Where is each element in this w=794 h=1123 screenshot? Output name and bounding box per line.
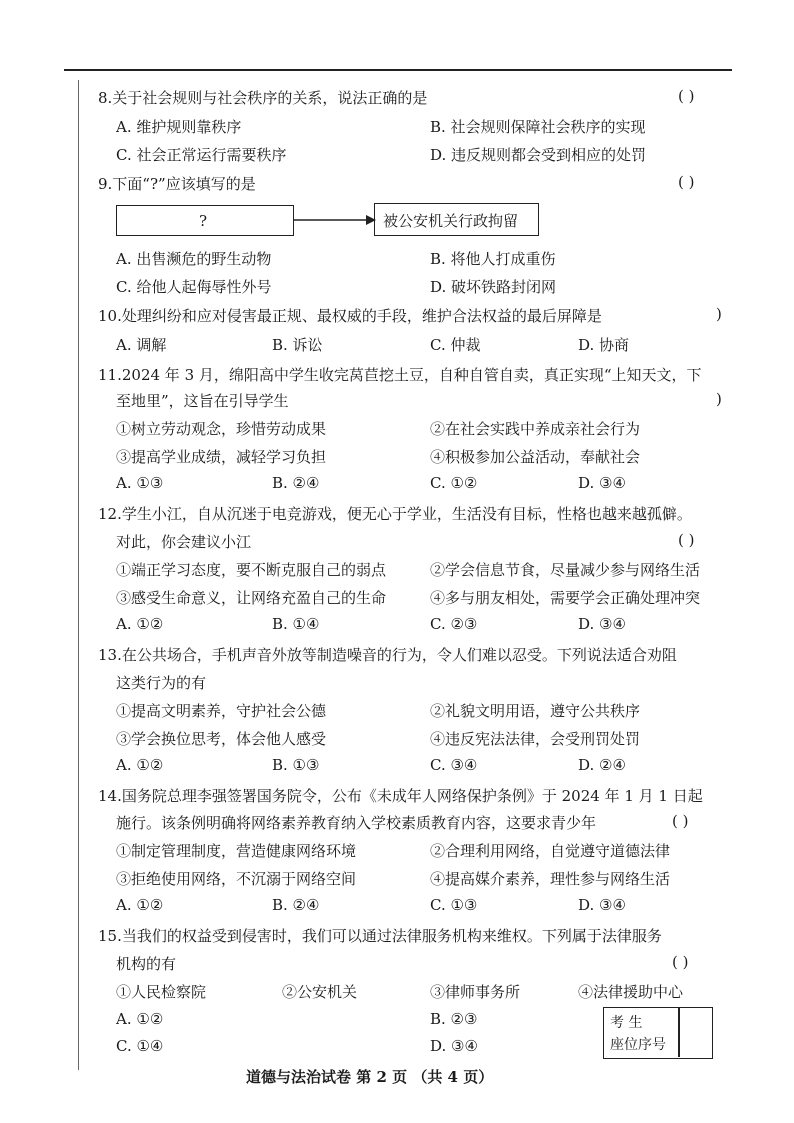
seat-box-label-line1: 考 生 <box>610 1015 643 1031</box>
q9-option-d: D. 破坏铁路封闭网 <box>430 278 557 296</box>
q9-answer-paren: ( ) <box>678 173 695 191</box>
q13-option-d: D. ②④ <box>578 756 626 774</box>
q14-item-2: ②合理利用网络，自觉遵守道德法律 <box>430 842 671 860</box>
left-margin-line <box>78 80 79 1070</box>
q14-item-4: ④提高媒介素养，理性参与网络生活 <box>430 870 671 888</box>
q11-stem-line1: 11.2024 年 3 月，绵阳高中学生收完莴苣挖土豆，自种自管自卖，真正实现“上知天文，下 <box>98 366 702 384</box>
top-rule <box>64 69 732 71</box>
q12-stem-line2: 对此，你会建议小江 <box>116 533 252 551</box>
q11-option-b: B. ②④ <box>272 474 320 492</box>
q9-option-c: C. 给他人起侮辱性外号 <box>116 278 272 296</box>
seat-box-label-line2: 座位序号 <box>610 1037 666 1053</box>
q10-option-d: D. 协商 <box>578 336 630 354</box>
q13-option-c: C. ③④ <box>430 756 478 774</box>
q12-stem-line1: 12.学生小江，自从沉迷于电竞游戏，便无心于学业，生活没有目标，性格也越来越孤僻。 <box>98 505 692 523</box>
q14-stem-line2: 施行。该条例明确将网络素养教育纳入学校素质教育内容，这要求青少年 <box>116 814 597 832</box>
q9-question-box <box>116 205 294 236</box>
seat-number-box <box>603 1007 713 1059</box>
q13-item-3: ③学会换位思考，体会他人感受 <box>116 730 327 748</box>
q8-option-b: B. 社会规则保障社会秩序的实现 <box>430 118 646 136</box>
q8-option-a: A. 维护规则靠秩序 <box>116 118 242 136</box>
q8-stem: 8.关于社会规则与社会秩序的关系，说法正确的是 <box>98 89 428 107</box>
q9-option-b: B. 将他人打成重伤 <box>430 250 556 268</box>
q11-item-4: ④积极参加公益活动，奉献社会 <box>430 448 641 466</box>
q15-option-c: C. ①④ <box>116 1037 164 1055</box>
q10-stem: 10.处理纠纷和应对侵害最正规、最权威的手段，维护合法权益的最后屏障是 <box>98 307 602 325</box>
q13-option-a: A. ①② <box>116 756 164 774</box>
q15-item-1: ①人民检察院 <box>116 983 207 1001</box>
q11-item-1: ①树立劳动观念，珍惜劳动成果 <box>116 420 327 438</box>
q9-result-box <box>374 203 539 236</box>
q8-option-c: C. 社会正常运行需要秩序 <box>116 146 287 164</box>
q15-item-4: ④法律援助中心 <box>578 983 684 1001</box>
q14-option-a: A. ①② <box>116 896 164 914</box>
q14-answer-paren: ( ) <box>672 812 689 830</box>
q11-answer-paren: ) <box>716 390 722 408</box>
q15-option-a: A. ①② <box>116 1010 164 1028</box>
q12-item-2: ②学会信息节食，尽量减少参与网络生活 <box>430 561 701 579</box>
q13-option-b: B. ①③ <box>272 756 320 774</box>
q14-stem-line1: 14.国务院总理李强签署国务院令，公布《未成年人网络保护条例》于 2024 年 1 月 1 日起 <box>98 787 703 805</box>
q12-item-1: ①端正学习态度，要不断克服自己的弱点 <box>116 561 387 579</box>
q15-item-2: ②公安机关 <box>282 983 358 1001</box>
q9-arrow <box>294 212 376 228</box>
q8-answer-paren: ( ) <box>678 87 695 105</box>
q12-item-3: ③感受生命意义，让网络充盈自己的生命 <box>116 589 387 607</box>
q15-answer-paren: ( ) <box>672 953 689 971</box>
q14-option-d: D. ③④ <box>578 896 626 914</box>
q15-item-3: ③律师事务所 <box>430 983 521 1001</box>
page-footer: 道德与法治试卷 第 2 页 （共 4 页） <box>246 1068 494 1086</box>
q13-item-2: ②礼貌文明用语，遵守公共秩序 <box>430 702 641 720</box>
q11-option-d: D. ③④ <box>578 474 626 492</box>
q11-item-2: ②在社会实践中养成亲社会行为 <box>430 420 641 438</box>
q10-option-b: B. 诉讼 <box>272 336 323 354</box>
q12-option-d: D. ③④ <box>578 615 626 633</box>
q13-item-4: ④违反宪法法律，会受刑罚处罚 <box>430 730 641 748</box>
q12-option-a: A. ①② <box>116 615 164 633</box>
q11-stem-line2: 至地里”，这旨在引导学生 <box>116 392 289 410</box>
q9-stem: 9.下面“?”应该填写的是 <box>98 175 256 193</box>
q12-answer-paren: ( ) <box>678 531 695 549</box>
q15-option-d: D. ③④ <box>430 1037 478 1055</box>
q10-option-c: C. 仲裁 <box>430 336 481 354</box>
q11-option-a: A. ①③ <box>116 474 164 492</box>
q8-option-d: D. 违反规则都会受到相应的处罚 <box>430 146 647 164</box>
q10-option-a: A. 调解 <box>116 336 167 354</box>
q14-option-c: C. ①③ <box>430 896 478 914</box>
q15-stem-line2: 机构的有 <box>116 955 177 973</box>
q9-result-box-text: 被公安机关行政拘留 <box>383 212 519 230</box>
q13-stem-line2: 这类行为的有 <box>116 674 207 692</box>
q13-stem-line1: 13.在公共场合，手机声音外放等制造噪音的行为，令人们难以忍受。下列说法适合劝阻 <box>98 646 677 664</box>
q9-option-a: A. 出售濒危的野生动物 <box>116 250 272 268</box>
q12-option-c: C. ②③ <box>430 615 478 633</box>
q14-item-3: ③拒绝使用网络，不沉溺于网络空间 <box>116 870 357 888</box>
q14-item-1: ①制定管理制度，营造健康网络环境 <box>116 842 357 860</box>
q15-stem-line1: 15.当我们的权益受到侵害时，我们可以通过法律服务机构来维权。下列属于法律服务 <box>98 927 662 945</box>
q11-option-c: C. ①② <box>430 474 478 492</box>
q12-option-b: B. ①④ <box>272 615 320 633</box>
q14-option-b: B. ②④ <box>272 896 320 914</box>
q9-question-box-text: ? <box>199 212 208 230</box>
q15-option-b: B. ②③ <box>430 1010 478 1028</box>
q11-item-3: ③提高学业成绩，减轻学习负担 <box>116 448 327 466</box>
q13-item-1: ①提高文明素养，守护社会公德 <box>116 702 327 720</box>
q10-answer-paren: ) <box>716 305 722 323</box>
q12-item-4: ④多与朋友相处，需要学会正确处理冲突 <box>430 589 701 607</box>
seat-box-divider <box>678 1008 680 1057</box>
